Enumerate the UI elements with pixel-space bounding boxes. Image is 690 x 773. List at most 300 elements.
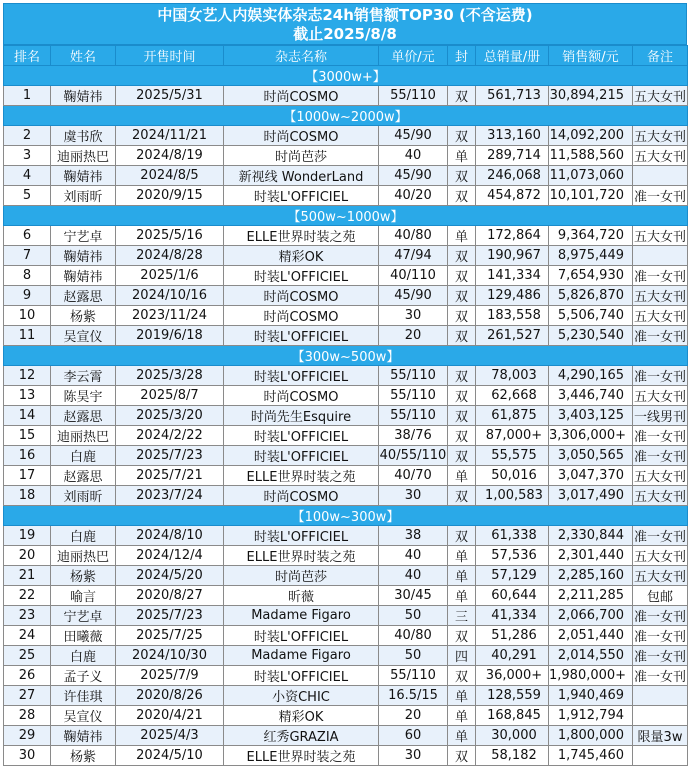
table-row [4,146,688,166]
cell-price: 55/110 [379,86,448,106]
cell-volume: 141,334 [476,266,549,286]
cell-note: 准一女刊 [633,626,688,646]
cell-magazine: Madame Figaro [224,646,379,666]
cell-name: 鞠婧祎 [51,86,116,106]
cell-date: 2024/12/4 [116,546,224,566]
cell-cover: 双 [448,126,476,146]
table-row [4,366,688,386]
cell-date: 2024/8/5 [116,166,224,186]
cell-cover: 双 [448,266,476,286]
cell-note: 准一女刊 [633,526,688,546]
cell-sales: 2,330,844 [549,526,633,546]
cell-price: 55/110 [379,406,448,426]
cell-name: 杨紫 [51,566,116,586]
cell-volume: 561,713 [476,86,549,106]
cell-date: 2024/10/30 [116,646,224,666]
section-label: 【1000w~2000w】 [4,106,688,126]
cell-magazine: Madame Figaro [224,606,379,626]
cell-cover: 单 [448,686,476,706]
cell-magazine: 时尚COSMO [224,386,379,406]
cell-price: 45/90 [379,126,448,146]
table-row [4,546,688,566]
table-row [4,666,688,686]
cell-magazine: 时装L'OFFICIEL [224,626,379,646]
cell-volume: 61,875 [476,406,549,426]
cell-name: 迪丽热巴 [51,426,116,446]
cell-cover: 四 [448,646,476,666]
cell-name: 喻言 [51,586,116,606]
cell-price: 55/110 [379,666,448,686]
cell-price: 55/110 [379,366,448,386]
cell-volume: 36,000+ [476,666,549,686]
section-label: 【100w~300w】 [4,506,688,526]
cell-rank: 26 [4,666,51,686]
cell-rank: 27 [4,686,51,706]
cell-volume: 1,00,583 [476,486,549,506]
cell-name: 许佳琪 [51,686,116,706]
cell-volume: 190,967 [476,246,549,266]
cell-volume: 60,644 [476,586,549,606]
cell-volume: 50,016 [476,466,549,486]
cell-magazine: ELLE世界时装之苑 [224,746,379,766]
cell-date: 2020/9/15 [116,186,224,206]
cell-date: 2025/7/23 [116,606,224,626]
cell-rank: 29 [4,726,51,746]
cell-date: 2024/8/28 [116,246,224,266]
cell-name: 李云霄 [51,366,116,386]
cell-volume: 128,559 [476,686,549,706]
cell-sales: 5,826,870 [549,286,633,306]
cell-sales: 10,101,720 [549,186,633,206]
cell-name: 鞠婧祎 [51,166,116,186]
cell-sales: 30,894,215 [549,86,633,106]
cell-name: 赵露思 [51,406,116,426]
cell-date: 2024/11/21 [116,126,224,146]
cell-magazine: 新视线 WonderLand [224,166,379,186]
cell-name: 宁艺卓 [51,226,116,246]
cell-date: 2025/5/16 [116,226,224,246]
cell-magazine: 时尚先生Esquire [224,406,379,426]
cell-note: 包邮 [633,586,688,606]
cell-sales: 7,654,930 [549,266,633,286]
cell-magazine: 时尚COSMO [224,286,379,306]
cell-sales: 1,940,469 [549,686,633,706]
cell-magazine: 小资CHIC [224,686,379,706]
cell-sales: 2,014,550 [549,646,633,666]
cell-note: 一线男刊 [633,406,688,426]
cell-date: 2025/1/6 [116,266,224,286]
cell-note [633,746,688,766]
cell-cover: 双 [448,286,476,306]
cell-magazine: 时尚COSMO [224,486,379,506]
cell-sales: 2,211,285 [549,586,633,606]
cell-cover: 单 [448,586,476,606]
cell-magazine: 时尚COSMO [224,86,379,106]
cell-magazine: 精彩OK [224,706,379,726]
cell-magazine: 红秀GRAZIA [224,726,379,746]
cell-note: 五大女刊 [633,146,688,166]
cell-sales: 4,290,165 [549,366,633,386]
cell-rank: 4 [4,166,51,186]
cell-price: 50 [379,606,448,626]
cell-cover: 双 [448,186,476,206]
cell-rank: 5 [4,186,51,206]
cell-volume: 289,714 [476,146,549,166]
cell-volume: 57,129 [476,566,549,586]
cell-rank: 3 [4,146,51,166]
cell-rank: 10 [4,306,51,326]
section-label: 【300w~500w】 [4,346,688,366]
cell-sales: 3,403,125 [549,406,633,426]
table-row [4,526,688,546]
cell-date: 2025/4/3 [116,726,224,746]
cell-volume: 313,160 [476,126,549,146]
cell-rank: 28 [4,706,51,726]
cell-note: 五大女刊 [633,386,688,406]
cell-price: 16.5/15 [379,686,448,706]
table-row [4,426,688,446]
cell-date: 2020/4/21 [116,706,224,726]
cell-cover: 单 [448,146,476,166]
cell-date: 2025/8/7 [116,386,224,406]
cell-date: 2024/5/20 [116,566,224,586]
cell-price: 40/55/110 [379,446,448,466]
cell-sales: 11,073,060 [549,166,633,186]
cell-date: 2020/8/26 [116,686,224,706]
cell-rank: 13 [4,386,51,406]
cell-cover: 双 [448,366,476,386]
cell-price: 38 [379,526,448,546]
col-name: 姓名 [51,46,116,66]
table-row [4,706,688,726]
cell-cover: 双 [448,626,476,646]
section-header [4,106,688,126]
table-row [4,726,688,746]
cell-magazine: 时尚COSMO [224,306,379,326]
cell-rank: 1 [4,86,51,106]
cell-magazine: 时尚芭莎 [224,566,379,586]
cell-sales: 2,285,160 [549,566,633,586]
cell-date: 2024/10/16 [116,286,224,306]
cell-sales: 8,975,449 [549,246,633,266]
cell-note: 五大女刊 [633,566,688,586]
cell-note: 限量3w [633,726,688,746]
col-sales: 销售额/元 [549,46,633,66]
section-header [4,506,688,526]
cell-volume: 183,558 [476,306,549,326]
cell-volume: 55,575 [476,446,549,466]
cell-name: 迪丽热巴 [51,546,116,566]
cell-rank: 21 [4,566,51,586]
ranking-table-container [3,3,687,766]
table-row [4,306,688,326]
cell-sales: 2,301,440 [549,546,633,566]
cell-date: 2025/3/20 [116,406,224,426]
table-row [4,446,688,466]
cell-cover: 双 [448,326,476,346]
cell-note [633,246,688,266]
table-row [4,626,688,646]
cell-price: 30 [379,306,448,326]
cell-note: 五大女刊 [633,126,688,146]
cell-price: 40/80 [379,226,448,246]
cell-date: 2025/3/28 [116,366,224,386]
cell-sales: 3,017,490 [549,486,633,506]
col-rank: 排名 [4,46,51,66]
cell-note: 准一女刊 [633,366,688,386]
cell-note: 准一女刊 [633,326,688,346]
cell-rank: 24 [4,626,51,646]
cell-rank: 6 [4,226,51,246]
cell-date: 2024/5/10 [116,746,224,766]
table-row [4,406,688,426]
cell-sales: 3,446,740 [549,386,633,406]
col-cover: 封 [448,46,476,66]
cell-note: 准一女刊 [633,666,688,686]
cell-volume: 261,527 [476,326,549,346]
table-row [4,86,688,106]
cell-sales: 3,047,370 [549,466,633,486]
cell-name: 迪丽热巴 [51,146,116,166]
cell-magazine: ELLE世界时装之苑 [224,226,379,246]
cell-sales: 2,051,440 [549,626,633,646]
cell-cover: 双 [448,666,476,686]
cell-price: 40/70 [379,466,448,486]
cell-date: 2025/7/25 [116,626,224,646]
cell-sales: 2,066,700 [549,606,633,626]
cell-cover: 双 [448,406,476,426]
cell-cover: 单 [448,566,476,586]
cell-name: 杨紫 [51,306,116,326]
cell-cover: 双 [448,526,476,546]
cell-note [633,686,688,706]
cell-rank: 8 [4,266,51,286]
header-row [4,46,688,66]
cell-name: 孟子义 [51,666,116,686]
cell-name: 赵露思 [51,466,116,486]
cell-name: 鞠婧祎 [51,726,116,746]
col-volume: 总销量/册 [476,46,549,66]
cell-date: 2020/8/27 [116,586,224,606]
cell-cover: 三 [448,606,476,626]
cell-cover: 双 [448,386,476,406]
cell-rank: 19 [4,526,51,546]
cell-volume: 168,845 [476,706,549,726]
cell-price: 45/90 [379,286,448,306]
cell-price: 50 [379,646,448,666]
cell-name: 吴宣仪 [51,706,116,726]
cell-name: 吴宣仪 [51,326,116,346]
cell-note: 五大女刊 [633,226,688,246]
cell-price: 40 [379,146,448,166]
cell-date: 2025/7/23 [116,446,224,466]
cell-sales: 9,364,720 [549,226,633,246]
cell-volume: 78,003 [476,366,549,386]
cell-price: 40 [379,546,448,566]
cell-price: 40/80 [379,626,448,646]
cell-magazine: 时装L'OFFICIEL [224,186,379,206]
cell-name: 杨紫 [51,746,116,766]
cell-cover: 双 [448,246,476,266]
cell-cover: 双 [448,86,476,106]
table-title [3,3,687,45]
cell-name: 鞠婧祎 [51,246,116,266]
cell-date: 2019/6/18 [116,326,224,346]
cell-note [633,706,688,726]
table-row [4,226,688,246]
cell-rank: 25 [4,646,51,666]
table-row [4,486,688,506]
table-row [4,586,688,606]
cell-magazine: 时装L'OFFICIEL [224,446,379,466]
cell-cover: 双 [448,746,476,766]
cell-price: 30 [379,746,448,766]
cell-note: 五大女刊 [633,486,688,506]
cell-note: 准一女刊 [633,426,688,446]
cell-note: 准一女刊 [633,186,688,206]
cell-date: 2024/2/22 [116,426,224,446]
cell-note: 准一女刊 [633,606,688,626]
cell-date: 2025/7/21 [116,466,224,486]
cell-magazine: 时尚芭莎 [224,146,379,166]
cell-sales: 5,230,540 [549,326,633,346]
cell-note: 五大女刊 [633,286,688,306]
cell-name: 白鹿 [51,526,116,546]
cell-rank: 17 [4,466,51,486]
cell-magazine: 时装L'OFFICIEL [224,266,379,286]
cell-sales: 14,092,200 [549,126,633,146]
cell-cover: 双 [448,486,476,506]
cell-name: 宁艺卓 [51,606,116,626]
cell-name: 虞书欣 [51,126,116,146]
cell-note: 五大女刊 [633,306,688,326]
cell-cover: 单 [448,546,476,566]
cell-magazine: 时装L'OFFICIEL [224,366,379,386]
col-magazine: 杂志名称 [224,46,379,66]
table-body [4,66,688,766]
cell-date: 2023/11/24 [116,306,224,326]
cell-name: 赵露思 [51,286,116,306]
title-date: 截止2025/8/8 [293,25,397,43]
cell-cover: 双 [448,446,476,466]
cell-magazine: 时装L'OFFICIEL [224,666,379,686]
cell-volume: 57,536 [476,546,549,566]
col-date: 开售时间 [116,46,224,66]
cell-price: 40 [379,566,448,586]
cell-price: 38/76 [379,426,448,446]
cell-note: 五大女刊 [633,466,688,486]
cell-price: 20 [379,326,448,346]
cell-price: 30 [379,486,448,506]
cell-price: 20 [379,706,448,726]
cell-date: 2023/7/24 [116,486,224,506]
cell-sales: 3,050,565 [549,446,633,466]
cell-sales: 1,912,794 [549,706,633,726]
section-label: 【500w~1000w】 [4,206,688,226]
cell-rank: 16 [4,446,51,466]
cell-magazine: ELLE世界时装之苑 [224,466,379,486]
cell-price: 40/20 [379,186,448,206]
cell-price: 30/45 [379,586,448,606]
cell-volume: 61,338 [476,526,549,546]
cell-rank: 18 [4,486,51,506]
table-row [4,186,688,206]
cell-rank: 2 [4,126,51,146]
cell-rank: 23 [4,606,51,626]
cell-magazine: 昕薇 [224,586,379,606]
cell-price: 45/90 [379,166,448,186]
cell-volume: 40,291 [476,646,549,666]
section-header [4,66,688,86]
cell-cover: 双 [448,426,476,446]
cell-rank: 30 [4,746,51,766]
cell-volume: 454,872 [476,186,549,206]
section-header [4,206,688,226]
col-price: 单价/元 [379,46,448,66]
cell-price: 40/110 [379,266,448,286]
cell-date: 2025/5/31 [116,86,224,106]
cell-price: 47/94 [379,246,448,266]
cell-cover: 单 [448,466,476,486]
cell-name: 刘雨昕 [51,486,116,506]
cell-rank: 14 [4,406,51,426]
cell-volume: 41,334 [476,606,549,626]
table-row [4,466,688,486]
section-header [4,346,688,366]
table-row [4,246,688,266]
cell-magazine: 时装L'OFFICIEL [224,526,379,546]
cell-rank: 20 [4,546,51,566]
sales-table [3,45,688,766]
cell-rank: 11 [4,326,51,346]
cell-sales: 5,506,740 [549,306,633,326]
table-row [4,286,688,306]
cell-sales: 3,306,000+ [549,426,633,446]
table-row [4,606,688,626]
cell-note: 五大女刊 [633,86,688,106]
cell-date: 2024/8/19 [116,146,224,166]
table-row [4,566,688,586]
cell-note: 准一女刊 [633,646,688,666]
table-row [4,386,688,406]
cell-rank: 12 [4,366,51,386]
cell-volume: 172,864 [476,226,549,246]
cell-date: 2024/8/10 [116,526,224,546]
col-note: 备注 [633,46,688,66]
cell-note [633,166,688,186]
table-row [4,326,688,346]
cell-volume: 62,668 [476,386,549,406]
table-row [4,646,688,666]
cell-name: 田曦薇 [51,626,116,646]
cell-price: 60 [379,726,448,746]
cell-magazine: 时装L'OFFICIEL [224,326,379,346]
cell-cover: 单 [448,706,476,726]
cell-cover: 单 [448,226,476,246]
cell-date: 2025/7/9 [116,666,224,686]
cell-sales: 1,800,000 [549,726,633,746]
table-row [4,266,688,286]
cell-rank: 15 [4,426,51,446]
cell-sales: 1,980,000+ [549,666,633,686]
table-row [4,126,688,146]
cell-name: 刘雨昕 [51,186,116,206]
cell-cover: 单 [448,726,476,746]
cell-name: 白鹿 [51,446,116,466]
cell-rank: 9 [4,286,51,306]
cell-magazine: 时装L'OFFICIEL [224,426,379,446]
table-row [4,746,688,766]
